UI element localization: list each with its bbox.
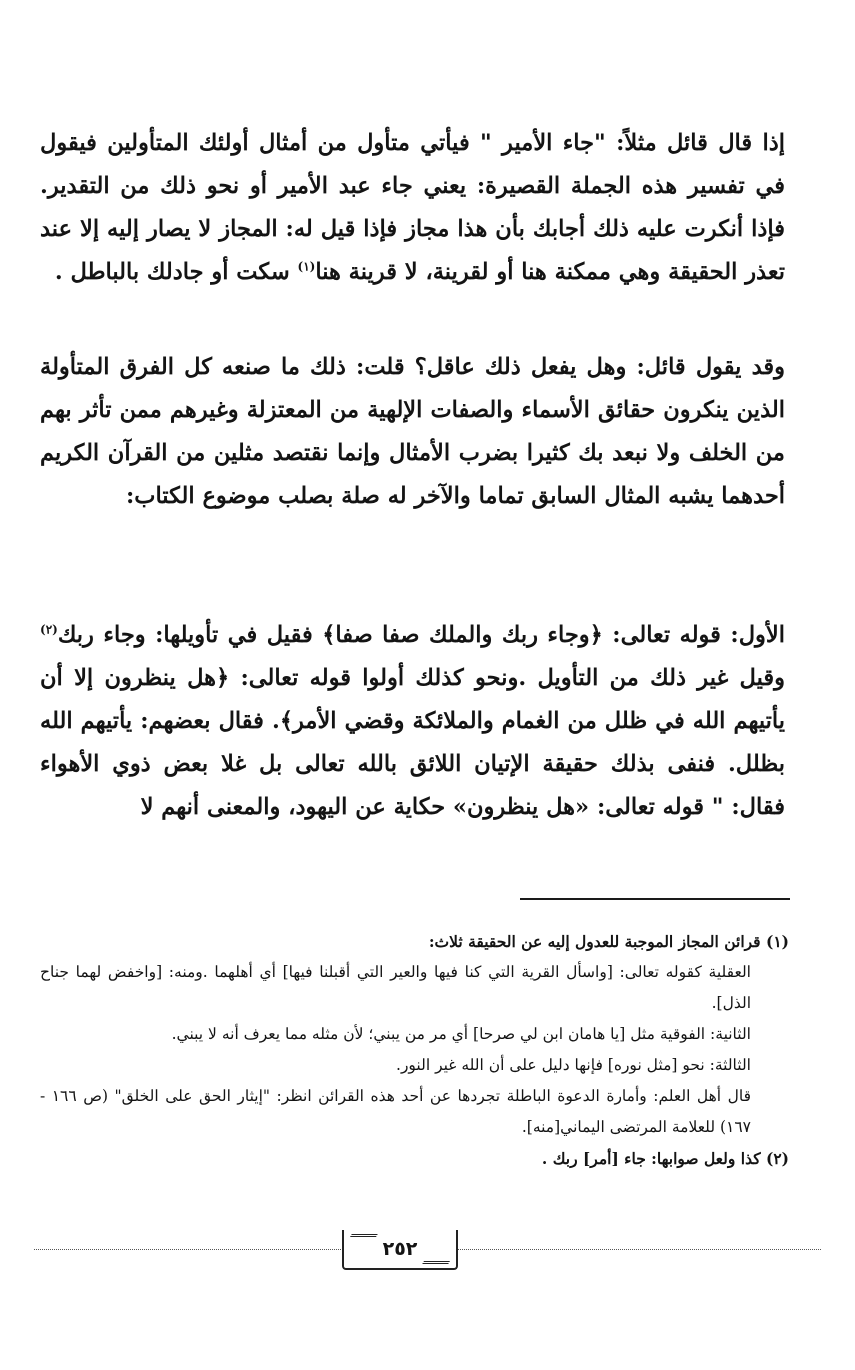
footnote-1-title: (١) قرائن المجاز الموجبة للعدول إليه عن الحقيقة ثلاث: [428, 932, 789, 951]
footnotes-section [40, 926, 789, 1174]
paragraph-3-text-a: الأول: قوله تعالى: [602, 622, 786, 648]
ornament-right-icon [422, 1251, 456, 1264]
paragraph-3 [40, 614, 785, 829]
footnote-1-scholars-note: قال أهل العلم: وأمارة الدعوة الباطلة تجردها عن أحد هذه القرائن انظر: "إيثار الحق على الخلق" (ص ١٦٦ - ١٦٧) للعلامة المرتضى اليماني[منه]. [40, 1087, 751, 1136]
paragraph-3-text-b: فقيل في تأويلها: وجاء ربك [57, 622, 323, 648]
page-number-frame [342, 1230, 458, 1270]
paragraph-2: وقد يقول قائل: وهل يفعل ذلك عاقل؟ قلت: ذلك ما صنعه كل الفرق المتأولة الذين ينكرون حقائق الأسماء والصفات الإلهية من المعتزلة وغيرهم ممن تأثر بهم من الخلف ولا نبعد بك كثيرا بضرب الأمثال وإنما نقتصد مثلين من القرآن الكريم أحدهما يشبه المثال السابق تماما والآخر له صلة بصلب موضوع الكتاب: [40, 354, 786, 509]
quran-quote-2: ﴿هل ينظرون إلا أن يأتيهم الله في ظلل من الغمام والملائكة وقضي الأمر﴾ [40, 665, 785, 734]
paragraph-1-text-end: سكت أو جادلك بالباطل . [54, 259, 298, 285]
paragraph-3-text-d: . فقال بعضهم: يأتيهم الله بظلل. فنفى بذلك حقيقة الإتيان اللائق بالله تعالى بل غلا بعض ذوي الأهواء فقال: " قوله تعالى: «هل ينظرون» حكاية عن اليهود، والمعنى أنهم لا [40, 708, 785, 820]
footnote-1-contextual: الثانية: الفوقية مثل [يا هامان ابن لي صرحا] أي مر من يبني؛ لأن مثله مما يعرف أنه لا يبني. [171, 1025, 751, 1043]
footnote-1-third: الثالثة: نحو [مثل نوره] فإنها دليل على أن الله غير النور. [396, 1056, 751, 1074]
paragraph-3-text-c: وقيل غير ذلك من التأويل .ونحو كذلك أولوا قوله تعالى: [229, 665, 786, 691]
page-number: ٢٥٢ [382, 1238, 418, 1260]
paragraph-1 [40, 122, 785, 294]
footnote-1-rational: العقلية كقوله تعالى: [واسأل القرية التي كنا فيها والعير التي أقبلنا فيها] أي أهلهما .ومنه: [واخفض لهما جناح الذل]. [40, 963, 751, 1012]
quran-quote-1: ﴿وجاء ربك والملك صفا صفا﴾ [322, 622, 603, 648]
footnote-2: (٢) كذا ولعل صوابها: جاء [أمر] ربك . [541, 1149, 789, 1168]
footnote-ref-1[interactable]: (١) [297, 259, 316, 274]
paragraph-1-text: إذا قال قائل مثلاً: "جاء الأمير " فيأتي متأول من أمثال أولئك المتأولين فيقول في تفسير هذه الجملة القصيرة: يعني جاء عبد الأمير أو نحو ذلك من التقدير. فإذا أنكرت عليه ذلك أجابك بأن هذا مجاز فإذا قيل له: المجاز لا يصار إليه إلا عند تعذر الحقيقة وهي ممكنة هنا أو لقرينة، لا قرينة هنا [40, 130, 785, 285]
footnote-ref-2[interactable]: (٢) [40, 622, 58, 637]
footnote-separator [520, 898, 790, 900]
ornament-left-icon [344, 1234, 378, 1247]
